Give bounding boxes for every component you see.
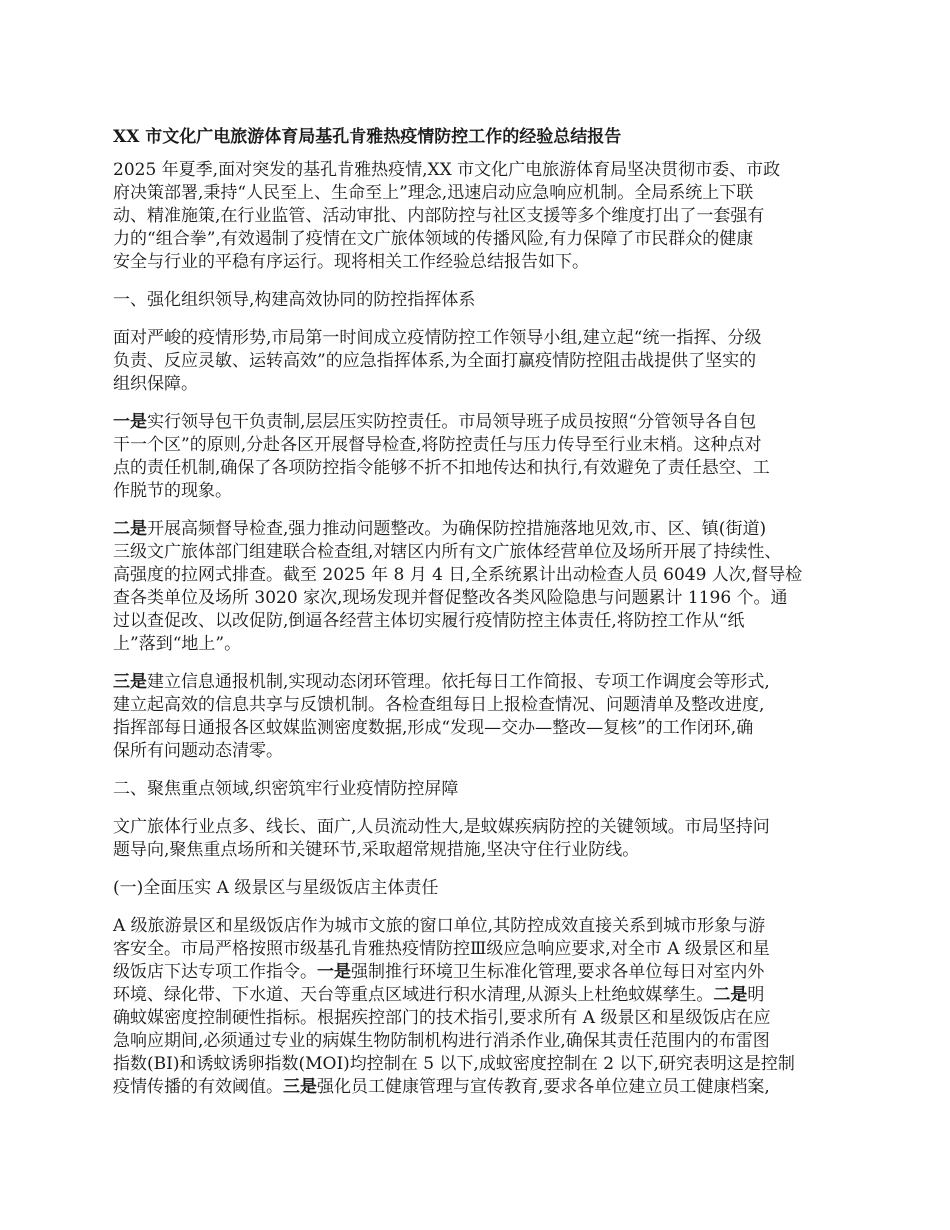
text-line	[113, 411, 843, 434]
text-line	[113, 228, 843, 251]
text-line	[113, 877, 843, 900]
text-segment: 强制推行环境卫生标准化管理,要求各单位每日对室内外	[351, 962, 765, 982]
text-segment: 过以查促改、以改促防,倒逼各经营主体切实履行疫情防控主体责任,将防控工作从“纸	[113, 611, 745, 631]
text-line	[113, 778, 843, 801]
text-line	[113, 457, 843, 480]
bold-lead-text: 二是	[713, 985, 748, 1005]
text-line	[113, 373, 843, 396]
text-segment: 一、强化组织领导,构建高效协同的防控指挥体系	[113, 290, 476, 310]
text-line	[113, 610, 843, 633]
text-segment: 开展高频督导检查,强力推动问题整改。为确保防控措施落地见效,市、区、镇(街道)	[147, 519, 767, 539]
text-line	[113, 1007, 843, 1030]
text-segment: 指数(BI)和诱蚊诱卵指数(MOI)均控制在 5 以下,成蚊密度控制在 2 以下,研究表明这是控制	[113, 1054, 795, 1074]
text-line	[113, 251, 843, 274]
text-segment: 实行领导包干负责制,层层压实防控责任。市局领导班子成员按照“分管领导各自包	[147, 412, 757, 432]
text-segment: 二、聚焦重点领域,织密筑牢行业疫情防控屏障	[113, 779, 459, 799]
bold-lead-text: 二是	[113, 519, 147, 539]
text-line	[113, 961, 843, 984]
bold-lead-text: 一是	[113, 412, 147, 432]
text-line	[113, 541, 843, 564]
bold-lead-text: 一是	[317, 962, 351, 982]
text-line	[113, 205, 843, 228]
text-segment: 确蚊媒密度控制硬性指标。根据疾控部门的技术指引,要求所有 A 级景区和星级饭店在应	[113, 1008, 771, 1028]
paragraph	[113, 327, 843, 396]
text-segment: 疫情传播的有效阈值。	[113, 1077, 283, 1097]
text-line	[113, 1076, 843, 1099]
text-segment: 安全与行业的平稳有序运行。现将相关工作经验总结报告如下。	[113, 252, 589, 272]
text-segment: 负责、反应灵敏、运转高效”的应急指挥体系,为全面打赢疫情防控阻击战提供了坚实的	[113, 351, 757, 371]
text-line	[113, 938, 843, 961]
text-segment: 级饭店下达专项工作指令。	[113, 962, 317, 982]
text-segment: 客安全。市局严格按照市级基孔肯雅热疫情防控Ⅲ级应急响应要求,对全市 A 级景区和星	[113, 939, 770, 959]
text-line	[113, 671, 843, 694]
text-segment: 建立信息通报机制,实现动态闭环管理。依托每日工作简报、专项工作调度会等形式,	[147, 672, 770, 692]
text-segment: 干一个区”的原则,分赴各区开展督导检查,将防控责任与压力传导至行业末梢。这种点对	[113, 435, 762, 455]
text-line	[113, 1053, 843, 1076]
text-segment: 面对严峻的疫情形势,市局第一时间成立疫情防控工作领导小组,建立起“统一指挥、分级	[113, 328, 762, 348]
text-line	[113, 717, 843, 740]
text-line	[113, 564, 843, 587]
document	[113, 125, 843, 1114]
text-segment: 强化员工健康管理与宣传教育,要求各单位建立员工健康档案,	[317, 1077, 770, 1097]
text-segment: 动、精准施策,在行业监管、活动审批、内部防控与社区支援等多个维度打出了一套强有	[113, 206, 765, 226]
text-line	[113, 327, 843, 350]
paragraph	[113, 816, 843, 862]
text-line	[113, 915, 843, 938]
paragraph	[113, 411, 843, 503]
text-line	[113, 740, 843, 763]
text-line	[113, 984, 843, 1007]
text-line	[113, 480, 843, 503]
text-segment: 点的责任机制,确保了各项防控指令能够不折不扣地传达和执行,有效避免了责任悬空、工	[113, 458, 770, 478]
text-segment: 三级文广旅体部门组建联合检查组,对辖区内所有文广旅体经营单位及场所开展了持续性、	[113, 542, 782, 562]
text-line	[113, 434, 843, 457]
text-segment: 力的“组合拳”,有效遏制了疫情在文广旅体领域的传播风险,有力保障了市民群众的健康	[113, 229, 754, 249]
text-segment: 组织保障。	[113, 374, 198, 394]
text-line	[113, 839, 843, 862]
text-line	[113, 587, 843, 610]
text-segment: 府决策部署,秉持“人民至上、生命至上”理念,迅速启动应急响应机制。全局系统上下联	[113, 183, 754, 203]
document-title: XX 市文化广电旅游体育局基孔肯雅热疫情防控工作的经验总结报告	[113, 127, 622, 147]
text-segment: 上”落到“地上”。	[113, 634, 242, 654]
paragraph	[113, 159, 843, 274]
paragraph	[113, 877, 843, 900]
text-segment: 查各类单位及场所 3020 家次,现场发现并督促整改各类风险隐患与问题累计 1196 个。通	[113, 588, 788, 608]
text-line	[113, 633, 843, 656]
text-line	[113, 289, 843, 312]
text-line	[113, 159, 843, 182]
document-body	[113, 159, 843, 1099]
text-segment: A 级旅游景区和星级饭店作为城市文旅的窗口单位,其防控成效直接关系到城市形象与游	[113, 916, 766, 936]
text-line	[113, 816, 843, 839]
text-segment: 2025 年夏季,面对突发的基孔肯雅热疫情,XX 市文化广电旅游体育局坚决贯彻市委、市政	[113, 160, 781, 180]
paragraph	[113, 289, 843, 312]
text-segment: 题导向,聚焦重点场所和关键环节,采取超常规措施,坚决守住行业防线。	[113, 840, 640, 860]
text-line	[113, 694, 843, 717]
bold-lead-text: 三是	[283, 1077, 317, 1097]
text-segment: 文广旅体行业点多、线长、面广,人员流动性大,是蚊媒疾病防控的关键领域。市局坚持问	[113, 817, 770, 837]
paragraph	[113, 671, 843, 763]
text-segment: 指挥部每日通报各区蚊媒监测密度数据,形成“发现—交办—整改—复核”的工作闭环,确	[113, 718, 754, 738]
text-segment: 作脱节的现象。	[113, 481, 232, 501]
paragraph	[113, 778, 843, 801]
text-segment: 建立起高效的信息共享与反馈机制。各检查组每日上报检查情况、问题清单及整改进度,	[113, 695, 765, 715]
text-line	[113, 350, 843, 373]
text-segment: (一)全面压实 A 级景区与星级饭店主体责任	[113, 878, 439, 898]
text-line	[113, 1030, 843, 1053]
text-segment: 保所有问题动态清零。	[113, 741, 283, 761]
text-segment: 环境、绿化带、下水道、天台等重点区域进行积水清理,从源头上杜绝蚊媒孳生。	[113, 985, 714, 1005]
text-line	[113, 182, 843, 205]
text-line	[113, 518, 843, 541]
text-segment: 高强度的拉网式排查。截至 2025 年 8 月 4 日,全系统累计出动检查人员 6049 人次,督导检	[113, 565, 803, 585]
paragraph	[113, 915, 843, 1099]
paragraph	[113, 518, 843, 656]
text-segment: 急响应期间,必须通过专业的病媒生物防制机构进行消杀作业,确保其责任范围内的布雷图	[113, 1031, 770, 1051]
text-segment: 明	[747, 985, 765, 1005]
bold-lead-text: 三是	[113, 672, 147, 692]
